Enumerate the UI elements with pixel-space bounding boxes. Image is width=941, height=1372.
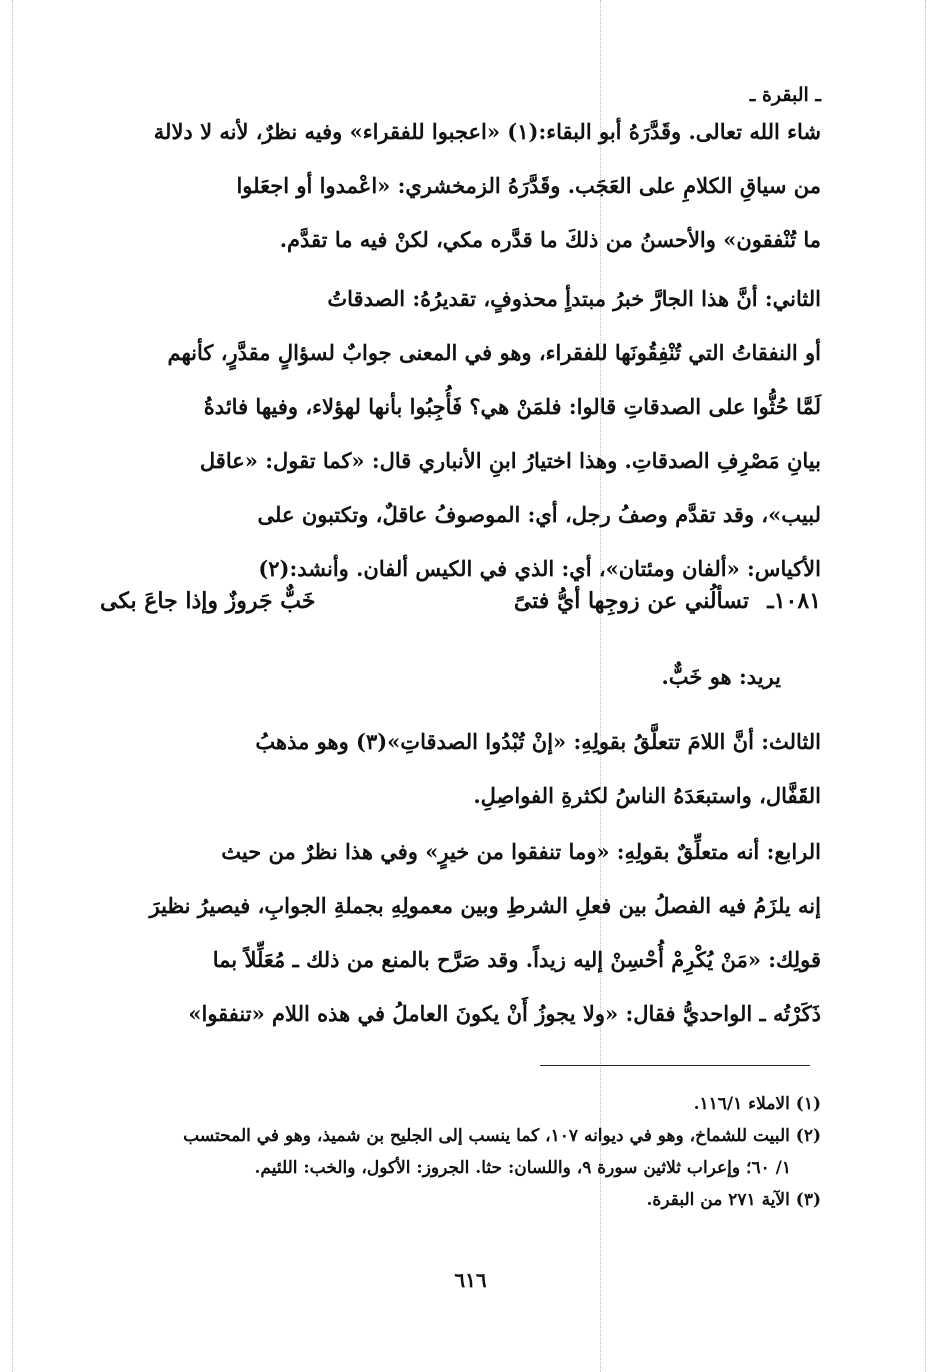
footnote-1: (١) الاملاء ١١٦/١. — [693, 1094, 821, 1114]
text-line: من سياقِ الكلامِ على العَجَب. وقَدَّرَهُ الزمخشري: «اعْمدوا أو اجعَلوا — [236, 173, 821, 198]
verse-second-hemistich: خَبٌّ جَروزٌ وإذا جاعَ بكى — [100, 588, 316, 614]
text-line: بيانِ مَصْرِفِ الصدقاتِ. وهذا اختيارُ ابنِ الأنباري قال: «كما تقول: «عاقل — [199, 448, 821, 473]
verse-note — [100, 650, 781, 704]
verse-first-hemistich: تسألُني عن زوجِها أيُّ فتىً — [513, 588, 749, 614]
text-line: القَفَّال، واستبعَدَهُ الناسُ لكثرةِ الفواصِلِ. — [473, 783, 821, 808]
text-line: أو النفقاتُ التي تُنْفِقُونَها للفقراء، وهو في المعنى جوابٌ لسؤالٍ مقدَّرٍ، كأنهم — [167, 340, 821, 365]
footnote-separator — [540, 1065, 810, 1066]
text-line: ما تُنْفقون» والأحسنُ من ذلكَ ما قدَّره مكي، لكنْ فيه ما تقدَّم. — [279, 227, 821, 252]
footnote-2-continued: ١/ ٦٠؛ وإعراب ثلاثين سورة ٩، واللسان: حثا. الجروز: الأكول، والخب: اللئيم. — [254, 1158, 791, 1178]
text-line: لَمَّا حُثُّوا على الصدقاتِ قالوا: فلمَنْ هي؟ فَأُجِبُوا بأنها لهؤلاء، وفيها فائدةُ — [203, 394, 821, 419]
text-line: الأكياس: «ألفان ومئتان»، أي: الذي في الكيس ألفان. وأنشد:(٢) — [258, 556, 821, 581]
footnotes — [100, 1088, 821, 1216]
text-line: لبيب»، وقد تقدَّم وصفُ رجل، أي: الموصوفُ عاقلٌ، وتكتبون على — [257, 502, 821, 527]
text-line: يريد: هو خَبٌّ. — [661, 664, 781, 689]
text-line: الثاني: أنَّ هذا الجارَّ خبرُ مبتدأٍ محذوفٍ، تقديرُهُ: الصدقاتُ — [327, 286, 821, 311]
text-line: الثالث: أنَّ اللامَ تتعلَّقُ بقولِهِ: «إنْ تُبْدُوا الصدقاتِ»(٣) وهو مذهبُ — [255, 729, 821, 754]
verse-number: ١٠٨١ـ — [767, 588, 821, 614]
paragraph-1 — [100, 105, 821, 267]
running-header: ـ البقرة ـ — [749, 84, 821, 106]
page-number: ٦١٦ — [454, 1268, 487, 1292]
text-line: إنه يلزَمُ فيه الفصلُ بين فعلِ الشرطِ وبين معمولِهِ بجملةِ الجوابِ، فيصيرُ نظيرَ — [149, 893, 821, 918]
text-line: الرابع: أنه متعلِّقٌ بقولِهِ: «وما تنفقوا من خيرٍ» وفي هذا نظرٌ من حيث — [221, 839, 821, 864]
paragraph-4 — [100, 825, 821, 1041]
footnote-3: (٣) الآية ٢٧١ من البقرة. — [646, 1190, 821, 1210]
paragraph-3 — [100, 715, 821, 823]
text-line: قولِك: «مَنْ يُكْرِمْ أُحْسِنْ إليه زيداً. وقد صَرَّح بالمنع من ذلك ـ مُعَلِّلاً بما — [212, 947, 821, 972]
footnote-2: (٢) البيت للشماخ، وهو في ديوانه ١٠٧، كما ينسب إلى الجليح بن شميذ، وهو في المحتسب — [183, 1126, 821, 1146]
paragraph-2 — [100, 272, 821, 596]
text-line: ذَكَرْتُه ـ الواحديُّ فقال: «ولا يجوزُ أَنْ يكونَ العاملُ في هذه اللام «تنفقوا» — [188, 1001, 821, 1026]
text-line: شاء الله تعالى. وقَدَّرَهُ أبو البقاء:(١) «اعجبوا للفقراء» وفيه نظرٌ، لأنه لا دلالة — [153, 119, 821, 144]
